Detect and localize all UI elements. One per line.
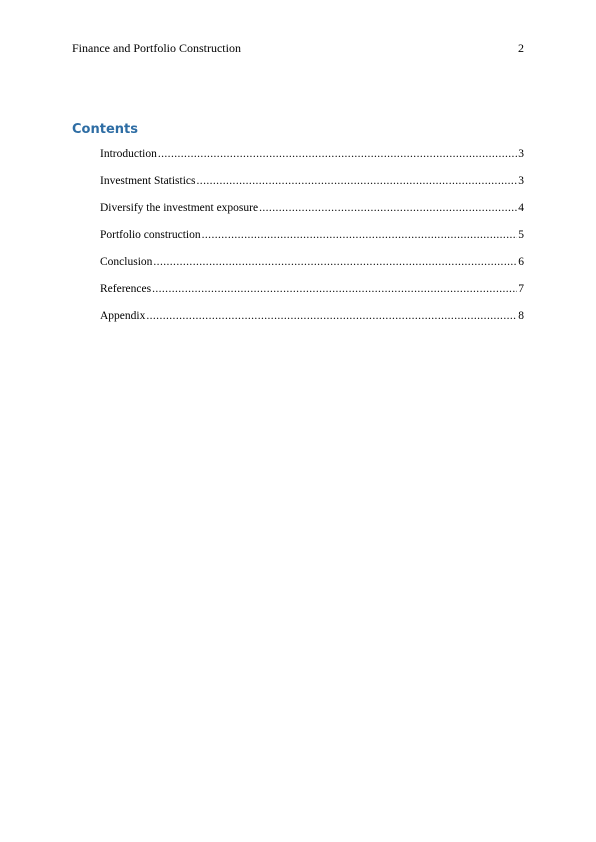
toc-entry-appendix[interactable] bbox=[100, 308, 524, 335]
toc-entry-title[interactable]: Conclusion bbox=[100, 256, 153, 268]
toc-entry-title[interactable]: Appendix bbox=[100, 310, 146, 322]
toc-dot-leader bbox=[153, 254, 517, 270]
toc-entry-title[interactable]: Investment Statistics bbox=[100, 175, 196, 187]
running-header bbox=[72, 40, 524, 56]
toc-entry-page[interactable]: 3 bbox=[518, 175, 524, 187]
toc-entry-references[interactable] bbox=[100, 281, 524, 308]
toc-entry-title[interactable]: Introduction bbox=[100, 148, 157, 160]
toc-entry-page[interactable]: 7 bbox=[518, 283, 524, 295]
toc-dot-leader bbox=[146, 308, 517, 324]
toc-entry-investment-statistics[interactable] bbox=[100, 173, 524, 200]
toc-entry-diversify[interactable] bbox=[100, 200, 524, 227]
toc-dot-leader bbox=[158, 146, 517, 162]
toc-dot-leader bbox=[259, 200, 517, 216]
toc-entry-title[interactable]: References bbox=[100, 283, 152, 295]
toc-entry-title[interactable]: Diversify the investment exposure bbox=[100, 202, 259, 214]
toc-entry-page[interactable]: 4 bbox=[518, 202, 524, 214]
page-number: 2 bbox=[518, 41, 524, 55]
toc-heading: Contents bbox=[72, 122, 138, 137]
toc-entry-page[interactable]: 8 bbox=[518, 310, 524, 322]
toc-entry-page[interactable]: 3 bbox=[518, 148, 524, 160]
toc-entry-title[interactable]: Portfolio construction bbox=[100, 229, 201, 241]
toc-dot-leader bbox=[152, 281, 517, 297]
toc-dot-leader bbox=[202, 227, 518, 243]
toc-entry-conclusion[interactable] bbox=[100, 254, 524, 281]
toc-entry-page[interactable]: 6 bbox=[518, 256, 524, 268]
toc-entry-introduction[interactable] bbox=[100, 146, 524, 173]
toc-entry-page[interactable]: 5 bbox=[518, 229, 524, 241]
running-title: Finance and Portfolio Construction bbox=[72, 41, 241, 55]
toc-dot-leader bbox=[197, 173, 518, 189]
toc-list bbox=[100, 146, 524, 335]
toc-entry-portfolio-construction[interactable] bbox=[100, 227, 524, 254]
